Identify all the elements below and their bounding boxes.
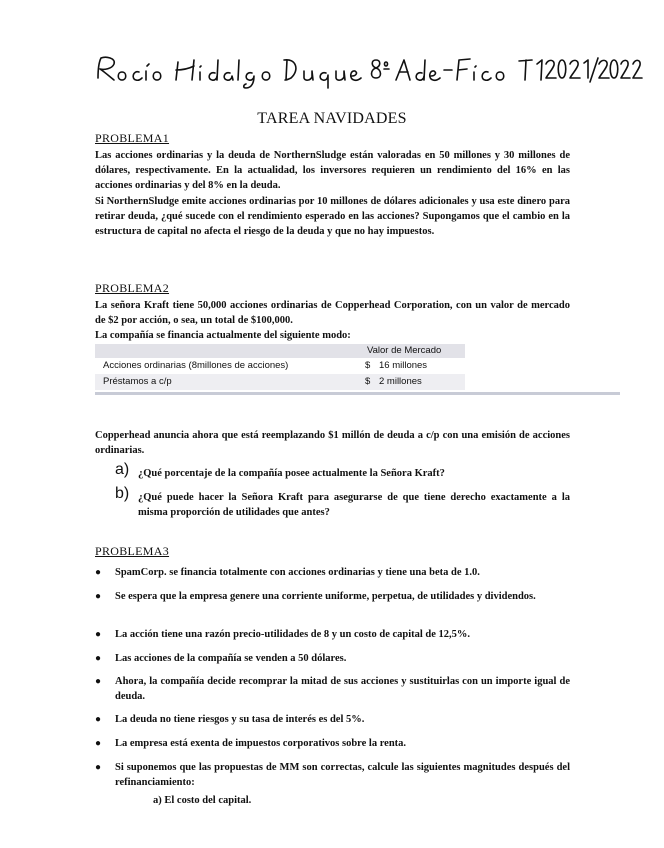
list-item-text: La deuda no tiene riesgos y su tasa de interés es del 5%. <box>115 714 365 725</box>
bullet-icon: ● <box>95 629 102 640</box>
problema3-heading: PROBLEMA3 <box>95 544 170 558</box>
question-b <box>115 485 570 520</box>
table-header-row <box>95 344 465 358</box>
problema2-paragraph-2: La compañía se financia actualmente del siguiente modo: <box>95 330 351 342</box>
list-item <box>95 651 570 666</box>
table-row <box>95 358 465 374</box>
question-text: ¿Qué puede hacer la Señora Kraft para asegurarse de que tiene derecho exactamente a la misma proporción de utilidades que antes? <box>138 492 570 518</box>
problema1-text <box>95 148 570 239</box>
list-item <box>95 760 570 790</box>
bullet-icon: ● <box>95 738 102 749</box>
financing-table <box>95 344 620 390</box>
problema2-text-after <box>95 428 570 458</box>
list-item <box>95 565 570 580</box>
list-item <box>95 627 570 642</box>
problema2-text <box>95 298 570 344</box>
table-col-header: Valor de Mercado <box>367 345 442 356</box>
question-marker: a) <box>115 461 130 478</box>
table-row-amount: 16 millones <box>379 360 428 371</box>
bullet-icon: ● <box>95 567 102 578</box>
bullet-icon: ● <box>95 676 102 687</box>
question-text: ¿Qué porcentaje de la compañía posee actualmente la Señora Kraft? <box>138 468 445 479</box>
table-row-currency: $ <box>365 360 371 371</box>
problema1-heading: PROBLEMA1 <box>95 131 170 145</box>
list-item <box>95 712 570 727</box>
bullet-icon: ● <box>95 591 102 602</box>
question-a <box>115 461 570 481</box>
list-item-text: La acción tiene una razón precio-utilidades de 8 y un costo de capital de 12,5%. <box>115 629 471 640</box>
bullet-icon: ● <box>95 714 102 725</box>
handwritten-signature <box>0 48 664 92</box>
problema2-heading: PROBLEMA2 <box>95 281 170 295</box>
list-item-text: SpamCorp. se financia totalmente con acciones ordinarias y tiene una beta de 1.0. <box>115 567 480 578</box>
list-item-text: La empresa está exenta de impuestos corporativos sobre la renta. <box>115 738 407 749</box>
problema1-paragraph-1: Las acciones ordinarias y la deuda de NorthernSludge están valoradas en 50 millones y 30 millones de dólares, respectivamente. En la actualidad, los inversores requieren un rendimiento del 16% en las acciones ordinarias y del 8% en la deuda. <box>95 150 570 192</box>
list-item-text: Se espera que la empresa genere una corriente uniforme, perpetua, de utilidades y dividendos. <box>115 591 536 602</box>
table-row <box>95 374 465 390</box>
list-item <box>95 589 570 604</box>
problema1-paragraph-2: Si NorthernSludge emite acciones ordinarias por 10 millones de dólares adicionales y usa este dinero para retirar deuda, ¿qué sucede con el rendimiento esperado en las acciones? Supongamos que el cambio en la estructura de capital no afecta el riesgo de la deuda y que no hay impuestos. <box>95 195 570 238</box>
list-item <box>95 736 570 751</box>
list-item <box>95 674 570 704</box>
problema2-paragraph-3: Copperhead anuncia ahora que está reemplazando $1 millón de deuda a c/p con una emisión de acciones ordinarias. <box>95 430 570 457</box>
bullet-icon: ● <box>95 653 102 664</box>
sub-item-a: a) El costo del capital. <box>153 795 252 806</box>
bullet-icon: ● <box>95 762 102 773</box>
question-marker: b) <box>115 485 130 502</box>
table-row-amount: 2 millones <box>379 376 422 387</box>
table-row-label: Acciones ordinarias (8millones de acciones) <box>103 360 289 371</box>
problema2-paragraph-1: La señora Kraft tiene 50,000 acciones ordinarias de Copperhead Corporation, con un valor de mercado de $2 por acción, o sea, un total de $100,000. <box>95 300 570 327</box>
document-title: TAREA NAVIDADES <box>257 110 407 127</box>
table-bottom-rule <box>95 392 620 395</box>
list-item-text: Las acciones de la compañía se venden a 50 dólares. <box>115 653 347 664</box>
list-item-text: Ahora, la compañía decide recomprar la mitad de sus acciones y sustituirlas con un importe igual de deuda. <box>115 676 570 702</box>
list-item-text: Si suponemos que las propuestas de MM son correctas, calcule las siguientes magnitudes después del refinanciamiento: <box>115 762 570 788</box>
table-row-label: Préstamos a c/p <box>103 376 172 387</box>
table-row-currency: $ <box>365 376 371 387</box>
